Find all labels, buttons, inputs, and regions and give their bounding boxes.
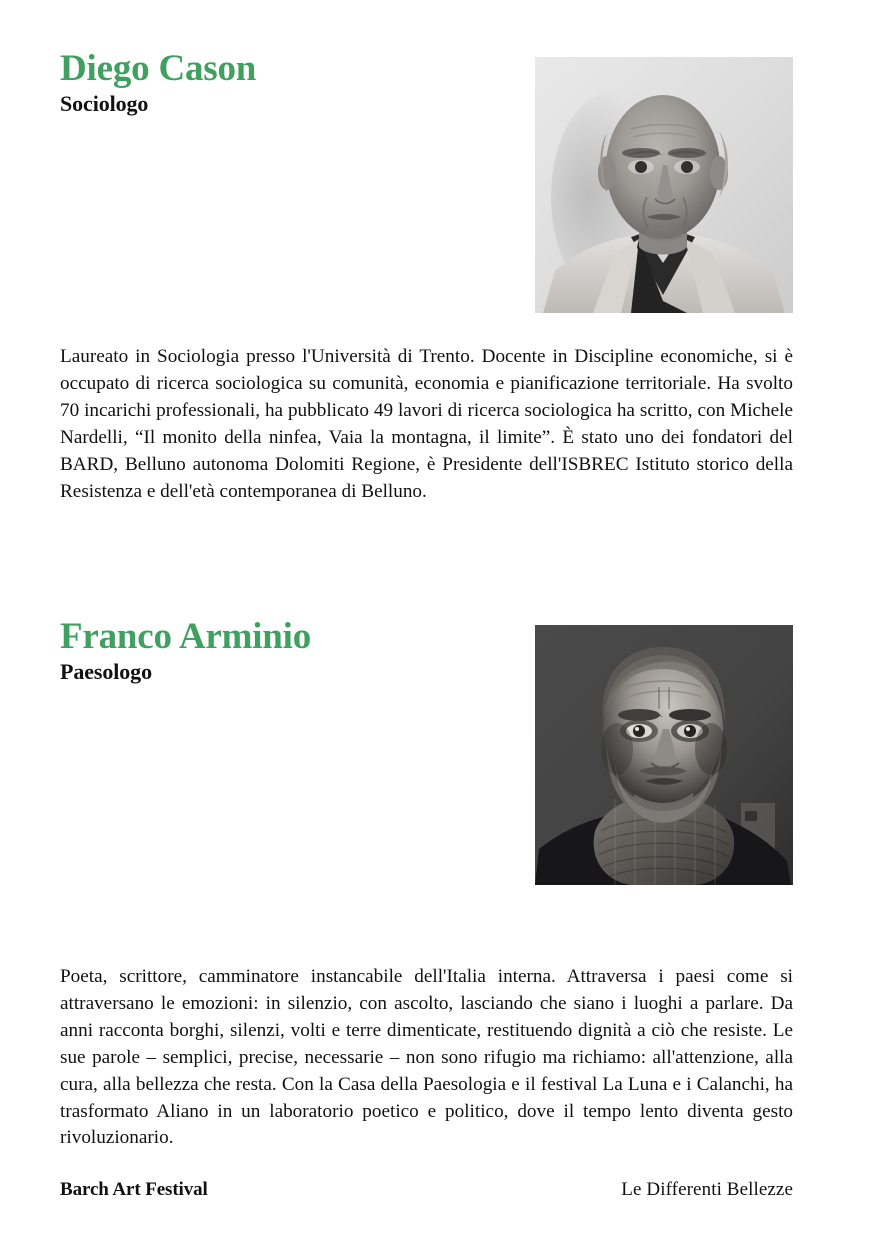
portrait-image: [535, 57, 793, 313]
page-footer: [60, 1179, 793, 1201]
person-role: Paesologo: [60, 658, 152, 684]
portrait-photo-franco-arminio: [535, 625, 793, 885]
profile-2-heading: [60, 618, 490, 684]
footer-edition-title: Le Differenti Bellezze: [621, 1179, 793, 1200]
person-name: Franco Arminio: [60, 616, 312, 657]
person-name: Diego Cason: [60, 48, 257, 89]
footer-festival-name: Barch Art Festival: [60, 1179, 208, 1200]
portrait-image: [535, 625, 793, 885]
profile-1-bio: Laureato in Sociologia presso l'Università di Trento. Docente in Discipline economiche, si è occupato di ricerca sociologica su comunità, economia e pianificazione territoriale. Ha svolto 70 incarichi professionali, ha pubblicato 49 lavori di ricerca sociologica ha scritto, con Michele Nardelli, “Il monito della ninfea, Vaia la montagna, il limite”. È stato uno dei fondatori del BARD, Belluno autonoma Dolomiti Regione, è Presidente dell'ISBREC Istituto storico della Resistenza e dell'età contemporanea di Belluno.: [60, 346, 793, 502]
person-role: Sociologo: [60, 90, 149, 116]
profile-1-heading: [60, 50, 490, 116]
profile-2-bio: Poeta, scrittore, camminatore instancabile dell'Italia interna. Attraversa i paesi come si attraversano le emozioni: in silenzio, con ascolto, lasciando che siano i luoghi a parlare. Da anni racconta borghi, silenzi, volti e terre dimenticate, restituendo dignità a ciò che resiste. Le sue parole – semplici, precise, necessarie – non sono rifugio ma richiamo: all'attenzione, alla cura, alla bellezza che resta. Con la Casa della Paesologia e il festival La Luna e i Calanchi, ha trasformato Aliano in un laboratorio poetico e politico, dove il tempo lento diventa gesto rivoluzionario.: [60, 966, 793, 1149]
portrait-photo-diego-cason: [535, 57, 793, 313]
